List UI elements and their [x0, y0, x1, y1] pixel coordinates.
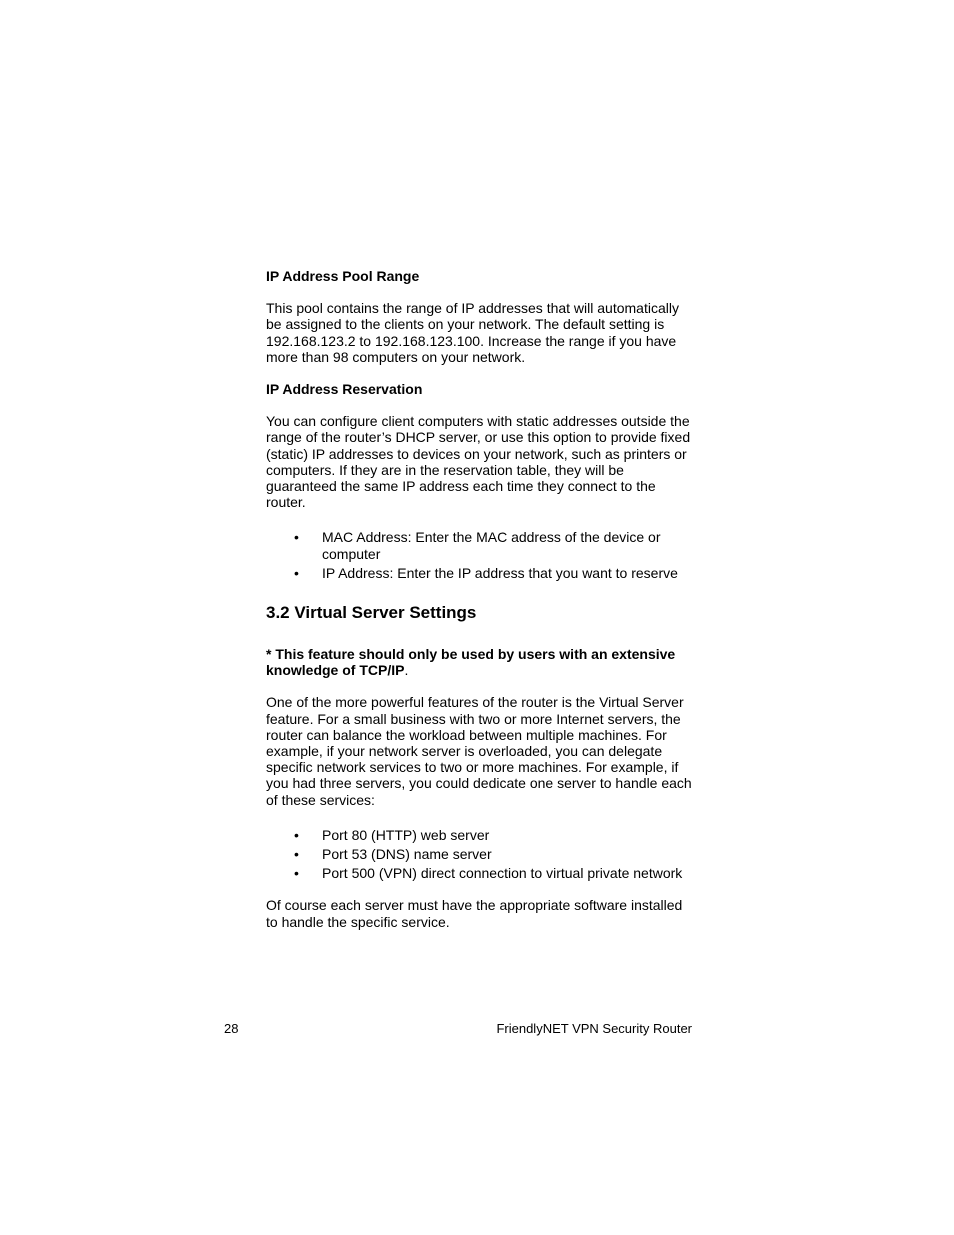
section-heading: 3.2 Virtual Server Settings	[266, 603, 477, 623]
closing-paragraph: Of course each server must have the appropriate software installed to handle the specific service.	[266, 897, 683, 930]
virtual-server-paragraph: One of the more powerful features of the router is the Virtual Server feature. For a small business with two or more Internet servers, the router can balance the workload between multiple machines. For example, if your network server is overloaded, you can delegate specific network services to two or more machines. For example, if you had three servers, you could dedicate one server to handle each of these services:	[266, 694, 692, 808]
list-item: • Port 53 (DNS) name server	[322, 846, 696, 862]
list-item: • Port 500 (VPN) direct connection to virtual private network	[322, 865, 696, 881]
pool-range-heading: IP Address Pool Range	[266, 268, 420, 284]
reservation-paragraph: You can configure client computers with static addresses outside the range of the router’s DHCP server, or use this option to provide fixed (static) IP addresses to devices on your network, such as printers or computers. If they are in the reservation table, they will be guaranteed the same IP address each time they connect to the router.	[266, 413, 691, 511]
services-bullet-list	[266, 827, 696, 882]
page-content	[266, 268, 696, 930]
reservation-bullet-list	[266, 529, 696, 581]
pool-range-paragraph: This pool contains the range of IP addresses that will automatically be assigned to the clients on your network. The default setting is 192.168.123.2 to 192.168.123.100. Increase the range if you have more than 98 computers on your network.	[266, 300, 679, 365]
footer-product-name: FriendlyNET VPN Security Router	[496, 1021, 692, 1036]
warning-note	[266, 646, 696, 678]
warning-text: * This feature should only be used by users with an extensive knowledge of TCP/IP	[266, 646, 676, 679]
reservation-heading: IP Address Reservation	[266, 381, 423, 398]
page-number: 28	[224, 1021, 239, 1036]
list-item: • Port 80 (HTTP) web server	[322, 827, 696, 843]
list-item: • MAC Address: Enter the MAC address of the device or computer	[322, 529, 696, 561]
warning-period: .	[404, 662, 409, 679]
list-item: • IP Address: Enter the IP address that you want to reserve	[322, 565, 696, 581]
